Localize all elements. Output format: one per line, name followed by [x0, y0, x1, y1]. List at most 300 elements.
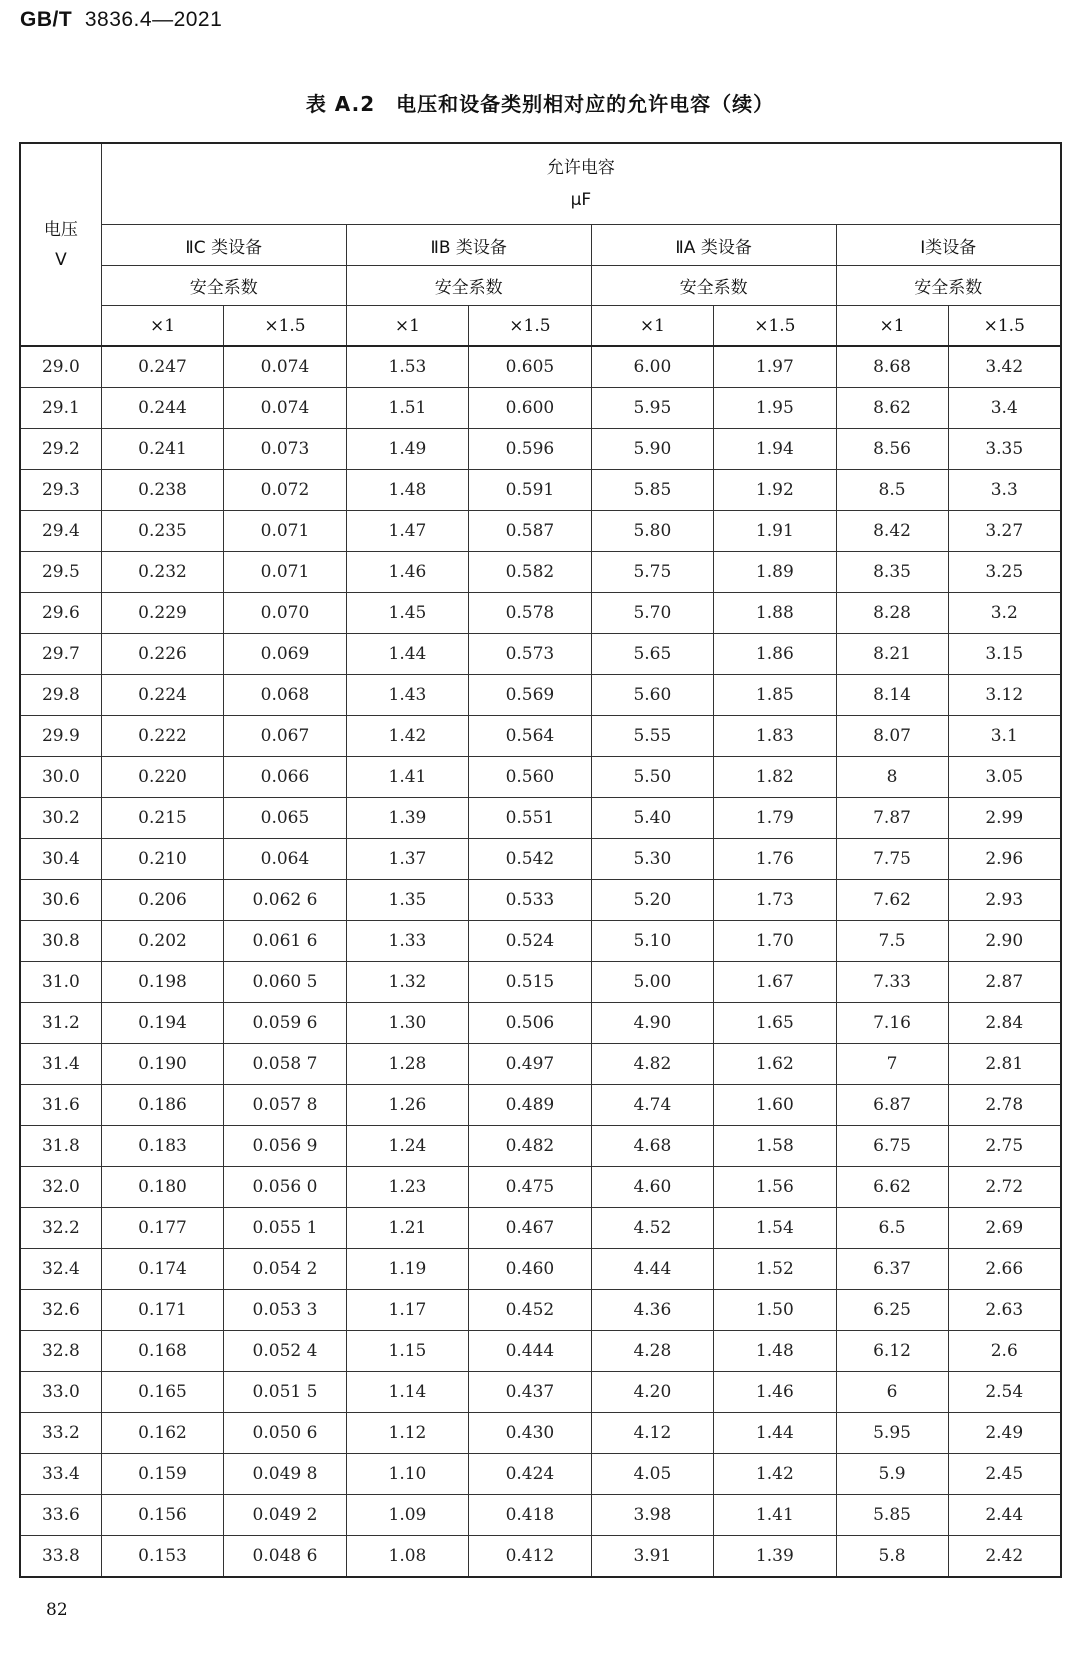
voltage-cell: 33.4 [20, 1454, 101, 1495]
capacitance-cell: 1.10 [346, 1454, 468, 1495]
capacitance-cell: 0.071 [224, 552, 346, 593]
capacitance-cell: 1.76 [714, 839, 836, 880]
voltage-cell: 31.2 [20, 1003, 101, 1044]
capacitance-cell: 0.049 8 [224, 1454, 346, 1495]
voltage-label: 电压 [43, 219, 78, 240]
table-row [20, 388, 1061, 429]
capacitance-cell: 2.54 [948, 1372, 1061, 1413]
capacitance-cell: 0.232 [101, 552, 223, 593]
capacitance-cell: 0.600 [469, 388, 591, 429]
capacitance-cell: 0.065 [224, 798, 346, 839]
capacitance-cell: 1.46 [714, 1372, 836, 1413]
capacitance-cell: 1.33 [346, 921, 468, 962]
capacitance-cell: 0.050 6 [224, 1413, 346, 1454]
capacitance-cell: 0.560 [469, 757, 591, 798]
table-row [20, 962, 1061, 1003]
capacitance-cell: 0.068 [224, 675, 346, 716]
capacitance-cell: 0.235 [101, 511, 223, 552]
multiplier-x1: ×1 [101, 306, 223, 347]
table-row [20, 1536, 1061, 1578]
table-row [20, 1372, 1061, 1413]
capacitance-cell: 0.418 [469, 1495, 591, 1536]
capacitance-cell: 8.21 [836, 634, 948, 675]
table-body [20, 346, 1061, 1577]
capacitance-cell: 4.36 [591, 1290, 713, 1331]
capacitance-cell: 0.206 [101, 880, 223, 921]
capacitance-cell: 8.5 [836, 470, 948, 511]
capacitance-cell: 1.97 [714, 346, 836, 388]
multiplier-x1: ×1 [836, 306, 948, 347]
capacitance-cell: 4.05 [591, 1454, 713, 1495]
capacitance-cell: 0.215 [101, 798, 223, 839]
capacitance-cell: 0.153 [101, 1536, 223, 1578]
capacitance-cell: 6 [836, 1372, 948, 1413]
voltage-cell: 32.2 [20, 1208, 101, 1249]
voltage-cell: 31.0 [20, 962, 101, 1003]
capacitance-cell: 2.81 [948, 1044, 1061, 1085]
capacitance-cell: 1.73 [714, 880, 836, 921]
capacitance-cell: 3.15 [948, 634, 1061, 675]
capacitance-cell: 1.41 [714, 1495, 836, 1536]
capacitance-cell: 5.00 [591, 962, 713, 1003]
voltage-cell: 33.6 [20, 1495, 101, 1536]
voltage-cell: 29.5 [20, 552, 101, 593]
voltage-cell: 31.6 [20, 1085, 101, 1126]
capacitance-cell: 1.41 [346, 757, 468, 798]
capacitance-cell: 2.87 [948, 962, 1061, 1003]
capacitance-cell: 5.30 [591, 839, 713, 880]
table-row [20, 634, 1061, 675]
capacitance-cell: 0.226 [101, 634, 223, 675]
capacitance-cell: 0.524 [469, 921, 591, 962]
capacitance-cell: 0.515 [469, 962, 591, 1003]
safety-factor-header: 安全系数 [101, 266, 346, 306]
table-row [20, 1208, 1061, 1249]
capacitance-cell: 6.62 [836, 1167, 948, 1208]
capacitance-cell: 5.90 [591, 429, 713, 470]
capacitance-cell: 8.14 [836, 675, 948, 716]
capacitance-cell: 5.60 [591, 675, 713, 716]
capacitance-cell: 0.049 2 [224, 1495, 346, 1536]
safety-factor-header: 安全系数 [346, 266, 591, 306]
capacitance-cell: 5.95 [591, 388, 713, 429]
capacitance-cell: 0.460 [469, 1249, 591, 1290]
capacitance-cell: 1.85 [714, 675, 836, 716]
voltage-unit: V [55, 249, 67, 270]
capacitance-cell: 4.44 [591, 1249, 713, 1290]
capacitance-cell: 1.23 [346, 1167, 468, 1208]
capacitance-cell: 8.42 [836, 511, 948, 552]
capacitance-cell: 0.475 [469, 1167, 591, 1208]
table-row [20, 716, 1061, 757]
capacitance-unit: μF [570, 190, 592, 210]
voltage-cell: 32.8 [20, 1331, 101, 1372]
capacitance-header [101, 143, 1061, 225]
capacitance-cell: 0.489 [469, 1085, 591, 1126]
capacitance-cell: 2.66 [948, 1249, 1061, 1290]
capacitance-cell: 0.186 [101, 1085, 223, 1126]
voltage-cell: 29.0 [20, 346, 101, 388]
capacitance-cell: 1.24 [346, 1126, 468, 1167]
capacitance-cell: 6.87 [836, 1085, 948, 1126]
capacitance-cell: 0.180 [101, 1167, 223, 1208]
capacitance-cell: 5.10 [591, 921, 713, 962]
capacitance-cell: 0.069 [224, 634, 346, 675]
capacitance-cell: 0.224 [101, 675, 223, 716]
capacitance-cell: 0.238 [101, 470, 223, 511]
capacitance-cell: 5.8 [836, 1536, 948, 1578]
voltage-cell: 33.0 [20, 1372, 101, 1413]
capacitance-cell: 6.12 [836, 1331, 948, 1372]
multiplier-x1: ×1 [591, 306, 713, 347]
capacitance-cell: 8 [836, 757, 948, 798]
capacitance-cell: 0.482 [469, 1126, 591, 1167]
capacitance-cell: 1.15 [346, 1331, 468, 1372]
capacitance-cell: 2.72 [948, 1167, 1061, 1208]
capacitance-cell: 0.159 [101, 1454, 223, 1495]
table-row [20, 1044, 1061, 1085]
capacitance-cell: 0.497 [469, 1044, 591, 1085]
capacitance-table [19, 142, 1062, 1578]
voltage-cell: 31.8 [20, 1126, 101, 1167]
capacitance-cell: 6.00 [591, 346, 713, 388]
capacitance-cell: 2.42 [948, 1536, 1061, 1578]
capacitance-cell: 2.96 [948, 839, 1061, 880]
capacitance-cell: 0.183 [101, 1126, 223, 1167]
capacitance-cell: 7.33 [836, 962, 948, 1003]
capacitance-cell: 0.165 [101, 1372, 223, 1413]
capacitance-cell: 6.37 [836, 1249, 948, 1290]
capacitance-cell: 0.073 [224, 429, 346, 470]
voltage-cell: 33.2 [20, 1413, 101, 1454]
capacitance-cell: 0.596 [469, 429, 591, 470]
capacitance-cell: 7.16 [836, 1003, 948, 1044]
capacitance-cell: 3.05 [948, 757, 1061, 798]
capacitance-cell: 1.26 [346, 1085, 468, 1126]
multiplier-x1-5: ×1.5 [714, 306, 836, 347]
capacitance-cell: 0.064 [224, 839, 346, 880]
capacitance-cell: 1.42 [714, 1454, 836, 1495]
capacitance-cell: 1.56 [714, 1167, 836, 1208]
capacitance-cell: 0.437 [469, 1372, 591, 1413]
voltage-cell: 32.4 [20, 1249, 101, 1290]
capacitance-cell: 0.198 [101, 962, 223, 1003]
voltage-cell: 31.4 [20, 1044, 101, 1085]
capacitance-cell: 0.058 7 [224, 1044, 346, 1085]
capacitance-cell: 3.12 [948, 675, 1061, 716]
capacitance-cell: 1.48 [714, 1331, 836, 1372]
capacitance-cell: 1.42 [346, 716, 468, 757]
capacitance-cell: 0.424 [469, 1454, 591, 1495]
capacitance-cell: 3.3 [948, 470, 1061, 511]
capacitance-cell: 2.90 [948, 921, 1061, 962]
capacitance-cell: 2.49 [948, 1413, 1061, 1454]
table-row [20, 1290, 1061, 1331]
capacitance-cell: 0.430 [469, 1413, 591, 1454]
capacitance-cell: 1.86 [714, 634, 836, 675]
capacitance-cell: 1.94 [714, 429, 836, 470]
capacitance-cell: 1.44 [714, 1413, 836, 1454]
capacitance-cell: 1.43 [346, 675, 468, 716]
capacitance-cell: 2.69 [948, 1208, 1061, 1249]
capacitance-cell: 5.85 [836, 1495, 948, 1536]
capacitance-cell: 0.057 8 [224, 1085, 346, 1126]
voltage-cell: 30.4 [20, 839, 101, 880]
capacitance-cell: 0.056 0 [224, 1167, 346, 1208]
capacitance-cell: 5.65 [591, 634, 713, 675]
voltage-cell: 29.8 [20, 675, 101, 716]
voltage-cell: 29.4 [20, 511, 101, 552]
capacitance-cell: 1.19 [346, 1249, 468, 1290]
capacitance-cell: 2.78 [948, 1085, 1061, 1126]
capacitance-cell: 1.65 [714, 1003, 836, 1044]
capacitance-cell: 5.80 [591, 511, 713, 552]
capacitance-cell: 0.056 9 [224, 1126, 346, 1167]
capacitance-cell: 8.62 [836, 388, 948, 429]
capacitance-cell: 0.412 [469, 1536, 591, 1578]
capacitance-cell: 3.1 [948, 716, 1061, 757]
capacitance-cell: 0.467 [469, 1208, 591, 1249]
capacitance-cell: 0.062 6 [224, 880, 346, 921]
capacitance-cell: 2.99 [948, 798, 1061, 839]
capacitance-cell: 0.072 [224, 470, 346, 511]
capacitance-cell: 5.9 [836, 1454, 948, 1495]
class-header-iia: ⅡA 类设备 [591, 225, 836, 266]
capacitance-cell: 1.58 [714, 1126, 836, 1167]
capacitance-cell: 1.53 [346, 346, 468, 388]
capacitance-cell: 4.90 [591, 1003, 713, 1044]
capacitance-cell: 1.46 [346, 552, 468, 593]
voltage-cell: 30.0 [20, 757, 101, 798]
capacitance-cell: 0.247 [101, 346, 223, 388]
capacitance-cell: 0.533 [469, 880, 591, 921]
voltage-cell: 30.2 [20, 798, 101, 839]
capacitance-cell: 0.444 [469, 1331, 591, 1372]
capacitance-cell: 7.5 [836, 921, 948, 962]
capacitance-cell: 6.5 [836, 1208, 948, 1249]
capacitance-cell: 8.07 [836, 716, 948, 757]
table-row [20, 675, 1061, 716]
capacitance-cell: 1.60 [714, 1085, 836, 1126]
capacitance-cell: 0.177 [101, 1208, 223, 1249]
capacitance-cell: 0.578 [469, 593, 591, 634]
capacitance-cell: 0.055 1 [224, 1208, 346, 1249]
capacitance-cell: 8.28 [836, 593, 948, 634]
capacitance-cell: 4.68 [591, 1126, 713, 1167]
capacitance-cell: 0.174 [101, 1249, 223, 1290]
capacitance-cell: 8.35 [836, 552, 948, 593]
capacitance-cell: 4.12 [591, 1413, 713, 1454]
capacitance-cell: 2.75 [948, 1126, 1061, 1167]
capacitance-cell: 3.42 [948, 346, 1061, 388]
capacitance-cell: 4.20 [591, 1372, 713, 1413]
capacitance-cell: 1.37 [346, 839, 468, 880]
capacitance-cell: 0.244 [101, 388, 223, 429]
voltage-cell: 32.0 [20, 1167, 101, 1208]
capacitance-cell: 0.202 [101, 921, 223, 962]
capacitance-cell: 1.83 [714, 716, 836, 757]
capacitance-cell: 0.210 [101, 839, 223, 880]
multiplier-x1-5: ×1.5 [224, 306, 346, 347]
capacitance-cell: 2.63 [948, 1290, 1061, 1331]
capacitance-cell: 3.27 [948, 511, 1061, 552]
capacitance-cell: 5.20 [591, 880, 713, 921]
capacitance-cell: 1.51 [346, 388, 468, 429]
capacitance-cell: 1.48 [346, 470, 468, 511]
capacitance-cell: 0.071 [224, 511, 346, 552]
capacitance-cell: 0.190 [101, 1044, 223, 1085]
capacitance-cell: 7.62 [836, 880, 948, 921]
capacitance-cell: 1.49 [346, 429, 468, 470]
capacitance-cell: 0.506 [469, 1003, 591, 1044]
capacitance-cell: 1.62 [714, 1044, 836, 1085]
table-row [20, 1454, 1061, 1495]
capacitance-cell: 0.074 [224, 388, 346, 429]
standard-code [20, 8, 222, 32]
safety-factor-header: 安全系数 [836, 266, 1061, 306]
capacitance-cell: 0.220 [101, 757, 223, 798]
capacitance-cell: 1.12 [346, 1413, 468, 1454]
capacitance-cell: 0.066 [224, 757, 346, 798]
multiplier-x1: ×1 [346, 306, 468, 347]
capacitance-cell: 0.074 [224, 346, 346, 388]
capacitance-cell: 3.91 [591, 1536, 713, 1578]
table-row [20, 839, 1061, 880]
table-row [20, 1249, 1061, 1290]
table-row [20, 921, 1061, 962]
capacitance-cell: 0.053 3 [224, 1290, 346, 1331]
capacitance-cell: 1.52 [714, 1249, 836, 1290]
capacitance-cell: 0.054 2 [224, 1249, 346, 1290]
capacitance-cell: 0.070 [224, 593, 346, 634]
capacitance-cell: 0.573 [469, 634, 591, 675]
capacitance-cell: 0.229 [101, 593, 223, 634]
capacitance-cell: 0.605 [469, 346, 591, 388]
capacitance-cell: 0.162 [101, 1413, 223, 1454]
multiplier-x1-5: ×1.5 [469, 306, 591, 347]
capacitance-cell: 0.551 [469, 798, 591, 839]
capacitance-cell: 5.85 [591, 470, 713, 511]
capacitance-cell: 0.591 [469, 470, 591, 511]
table-row [20, 1495, 1061, 1536]
capacitance-cell: 0.582 [469, 552, 591, 593]
capacitance-cell: 4.28 [591, 1331, 713, 1372]
capacitance-cell: 1.08 [346, 1536, 468, 1578]
capacitance-cell: 0.052 4 [224, 1331, 346, 1372]
capacitance-cell: 1.54 [714, 1208, 836, 1249]
capacitance-cell: 0.048 6 [224, 1536, 346, 1578]
capacitance-cell: 1.39 [714, 1536, 836, 1578]
capacitance-cell: 1.35 [346, 880, 468, 921]
capacitance-cell: 6.75 [836, 1126, 948, 1167]
table-row [20, 1167, 1061, 1208]
class-header-iic: ⅡC 类设备 [101, 225, 346, 266]
capacitance-cell: 1.70 [714, 921, 836, 962]
capacitance-cell: 1.79 [714, 798, 836, 839]
capacitance-cell: 2.45 [948, 1454, 1061, 1495]
capacitance-cell: 0.060 5 [224, 962, 346, 1003]
capacitance-cell: 5.55 [591, 716, 713, 757]
capacitance-cell: 1.14 [346, 1372, 468, 1413]
capacitance-cell: 5.75 [591, 552, 713, 593]
capacitance-cell: 0.067 [224, 716, 346, 757]
capacitance-cell: 0.587 [469, 511, 591, 552]
capacitance-cell: 0.051 5 [224, 1372, 346, 1413]
table-row [20, 511, 1061, 552]
capacitance-cell: 7 [836, 1044, 948, 1085]
capacitance-cell: 7.87 [836, 798, 948, 839]
capacitance-cell: 3.4 [948, 388, 1061, 429]
capacitance-cell: 3.98 [591, 1495, 713, 1536]
safety-factor-header: 安全系数 [591, 266, 836, 306]
table-row [20, 757, 1061, 798]
voltage-cell: 29.7 [20, 634, 101, 675]
capacitance-cell: 7.75 [836, 839, 948, 880]
capacitance-cell: 1.09 [346, 1495, 468, 1536]
capacitance-cell: 1.82 [714, 757, 836, 798]
capacitance-cell: 4.60 [591, 1167, 713, 1208]
capacitance-cell: 0.059 6 [224, 1003, 346, 1044]
capacitance-cell: 0.171 [101, 1290, 223, 1331]
voltage-cell: 29.6 [20, 593, 101, 634]
capacitance-cell: 1.28 [346, 1044, 468, 1085]
capacitance-cell: 5.95 [836, 1413, 948, 1454]
table-row [20, 346, 1061, 388]
table-row [20, 470, 1061, 511]
capacitance-cell: 1.50 [714, 1290, 836, 1331]
standard-number: 3836.4—2021 [84, 8, 223, 31]
capacitance-cell: 2.44 [948, 1495, 1061, 1536]
voltage-cell: 30.6 [20, 880, 101, 921]
class-header-iib: ⅡB 类设备 [346, 225, 591, 266]
capacitance-cell: 0.452 [469, 1290, 591, 1331]
capacitance-label: 允许电容 [546, 158, 615, 178]
capacitance-cell: 0.542 [469, 839, 591, 880]
page-number: 82 [46, 1600, 68, 1620]
capacitance-cell: 4.52 [591, 1208, 713, 1249]
voltage-cell: 29.9 [20, 716, 101, 757]
voltage-cell: 29.2 [20, 429, 101, 470]
capacitance-cell: 6.25 [836, 1290, 948, 1331]
capacitance-cell: 1.88 [714, 593, 836, 634]
table-caption: 表 A.2 电压和设备类别相对应的允许电容（续） [305, 92, 775, 116]
capacitance-cell: 5.40 [591, 798, 713, 839]
capacitance-cell: 8.56 [836, 429, 948, 470]
capacitance-cell: 5.50 [591, 757, 713, 798]
class-header-i: Ⅰ类设备 [836, 225, 1061, 266]
voltage-cell: 29.3 [20, 470, 101, 511]
table-row [20, 1331, 1061, 1372]
capacitance-cell: 1.67 [714, 962, 836, 1003]
standard-prefix: GB/T [20, 8, 73, 31]
capacitance-cell: 0.168 [101, 1331, 223, 1372]
capacitance-cell: 3.35 [948, 429, 1061, 470]
capacitance-cell: 1.21 [346, 1208, 468, 1249]
capacitance-cell: 2.93 [948, 880, 1061, 921]
capacitance-cell: 1.30 [346, 1003, 468, 1044]
capacitance-cell: 3.2 [948, 593, 1061, 634]
capacitance-cell: 0.241 [101, 429, 223, 470]
capacitance-cell: 4.74 [591, 1085, 713, 1126]
table-row [20, 429, 1061, 470]
capacitance-cell: 1.44 [346, 634, 468, 675]
capacitance-cell: 0.222 [101, 716, 223, 757]
table-row [20, 552, 1061, 593]
capacitance-cell: 0.569 [469, 675, 591, 716]
capacitance-cell: 3.25 [948, 552, 1061, 593]
voltage-cell: 30.8 [20, 921, 101, 962]
capacitance-cell: 1.91 [714, 511, 836, 552]
